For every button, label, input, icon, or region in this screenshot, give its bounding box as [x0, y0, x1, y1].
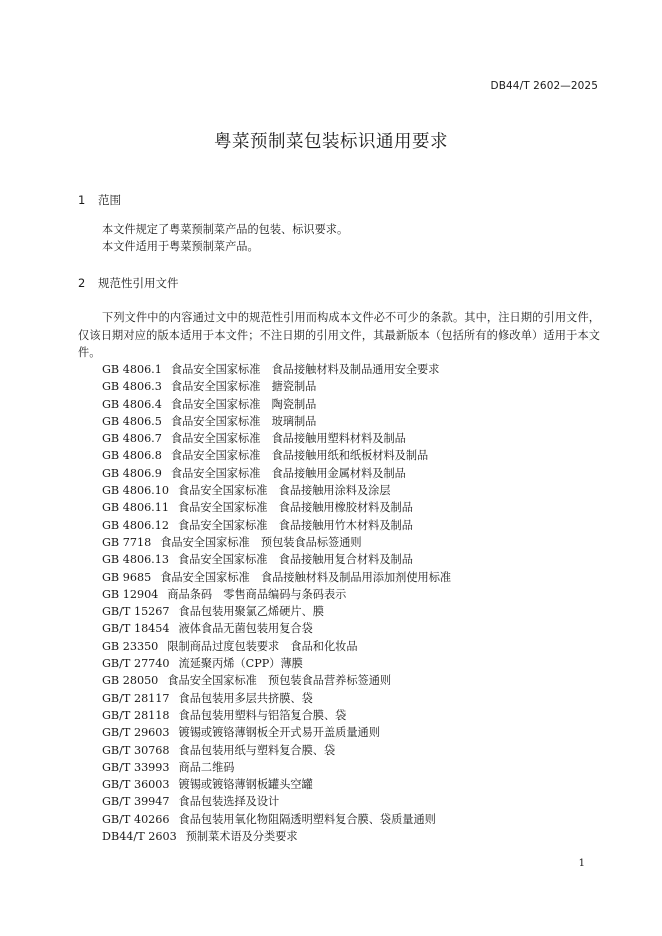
reference-code: GB/T 18454 [102, 622, 170, 636]
scope-paragraph-2: 本文件适用于粤菜预制菜产品。 [102, 240, 259, 253]
reference-code: GB 7718 [102, 535, 152, 549]
reference-title: 食品包装用聚氯乙烯硬片、膜 [178, 605, 324, 619]
reference-item [102, 672, 451, 689]
reference-title: 食品安全国家标准 玻璃制品 [170, 414, 317, 428]
reference-title: 预制菜术语及分类要求 [185, 830, 298, 844]
reference-item [102, 569, 451, 586]
section-heading-normative-references [78, 275, 179, 291]
reference-title: 液体食品无菌包装用复合袋 [178, 622, 313, 636]
reference-title: 食品安全国家标准 预包装食品标签通则 [160, 535, 362, 549]
reference-title: 食品安全国家标准 陶瓷制品 [170, 397, 317, 411]
reference-item [102, 378, 451, 395]
reference-item [102, 447, 451, 464]
reference-code: GB 4806.3 [102, 380, 162, 394]
reference-title: 限制商品过度包装要求 食品和化妆品 [167, 639, 358, 653]
reference-title: 食品安全国家标准 食品接触用橡胶材料及制品 [177, 501, 413, 515]
references-intro-paragraph: 下列文件中的内容通过文中的规范性引用而构成本文件必不可少的条款。其中，注日期的引用文件，仅该日期对应的版本适用于本文件；不注日期的引用文件，其最新版本（包括所有的修改单）适用于本文件。 [78, 311, 600, 359]
reference-item [102, 465, 451, 482]
reference-item [102, 811, 451, 828]
reference-title: 食品安全国家标准 搪瓷制品 [170, 380, 317, 394]
section-number: 2 [78, 276, 86, 290]
reference-title: 镀锡或镀铬薄钢板全开式易开盖质量通则 [178, 726, 380, 740]
reference-code: GB 4806.10 [102, 484, 169, 498]
reference-item [102, 430, 451, 447]
reference-item [102, 396, 451, 413]
reference-code: GB 4806.1 [102, 363, 162, 376]
reference-title: 食品包装选择及设计 [178, 795, 280, 809]
reference-item [102, 759, 451, 776]
reference-item [102, 517, 451, 534]
reference-item [102, 482, 451, 499]
reference-item [102, 776, 451, 793]
reference-title: 食品安全国家标准 食品接触用塑料材料及制品 [170, 432, 406, 446]
reference-title: 食品安全国家标准 食品接触用涂料及涂层 [177, 484, 391, 498]
reference-title: 食品包装用塑料与铝箔复合膜、袋 [178, 708, 347, 722]
reference-title: 食品包装用氧化物阻隔透明塑料复合膜、袋质量通则 [178, 812, 436, 826]
reference-code: GB 23350 [102, 639, 159, 653]
section-title: 规范性引用文件 [98, 276, 179, 290]
reference-item [102, 638, 451, 655]
reference-code: GB/T 29603 [102, 726, 170, 740]
section-number: 1 [78, 193, 86, 207]
reference-code: GB 4806.8 [102, 449, 162, 463]
reference-code: GB/T 36003 [102, 778, 170, 792]
reference-code: GB 4806.12 [102, 518, 169, 532]
reference-title: 镀锡或镀铬薄钢板罐头空罐 [178, 778, 313, 792]
reference-title: 商品条码 零售商品编码与条码表示 [167, 587, 347, 601]
reference-item [102, 603, 451, 620]
reference-title: 食品安全国家标准 食品接触材料及制品用添加剂使用标准 [160, 570, 452, 584]
reference-code: GB/T 33993 [102, 760, 170, 774]
page-number: 1 [578, 858, 585, 869]
reference-code: GB 28050 [102, 674, 159, 688]
reference-item [102, 534, 451, 551]
scope-paragraph-1: 本文件规定了粤菜预制菜产品的包装、标识要求。 [102, 223, 349, 236]
reference-item [102, 361, 451, 378]
reference-item [102, 620, 451, 637]
reference-item [102, 707, 451, 724]
reference-item [102, 499, 451, 516]
reference-item [102, 724, 451, 741]
reference-code: DB44/T 2603 [102, 830, 177, 844]
reference-title: 食品安全国家标准 食品接触用复合材料及制品 [177, 553, 413, 567]
reference-code: GB 4806.9 [102, 466, 162, 480]
reference-item [102, 742, 451, 759]
reference-item [102, 655, 451, 672]
reference-title: 食品包装用多层共挤膜、袋 [178, 691, 313, 705]
reference-item [102, 690, 451, 707]
section-title: 范围 [98, 193, 121, 207]
reference-title: 流延聚丙烯（CPP）薄膜 [178, 657, 303, 671]
section-heading-scope [78, 192, 121, 208]
reference-code: GB/T 40266 [102, 812, 170, 826]
reference-title: 食品安全国家标准 预包装食品营养标签通则 [167, 674, 392, 688]
reference-title: 食品安全国家标准 食品接触用竹木材料及制品 [177, 518, 413, 532]
reference-code: GB 4806.7 [102, 432, 162, 446]
standard-code: DB44/T 2602—2025 [490, 80, 598, 92]
reference-list [102, 361, 451, 845]
reference-code: GB 4806.5 [102, 414, 162, 428]
reference-code: GB 12904 [102, 587, 159, 601]
reference-title: 食品安全国家标准 食品接触用金属材料及制品 [170, 466, 406, 480]
reference-title: 食品安全国家标准 食品接触材料及制品通用安全要求 [170, 363, 440, 376]
reference-item [102, 586, 451, 603]
reference-title: 商品二维码 [178, 760, 235, 774]
reference-item [102, 793, 451, 810]
reference-item [102, 828, 451, 845]
reference-code: GB/T 39947 [102, 795, 170, 809]
reference-title: 食品包装用纸与塑料复合膜、袋 [178, 743, 336, 757]
reference-code: GB/T 30768 [102, 743, 170, 757]
reference-code: GB/T 15267 [102, 605, 170, 619]
document-title: 粤菜预制菜包装标识通用要求 [214, 132, 448, 152]
reference-code: GB 4806.13 [102, 553, 169, 567]
reference-code: GB 9685 [102, 570, 152, 584]
reference-item [102, 551, 451, 568]
reference-code: GB/T 27740 [102, 657, 170, 671]
reference-code: GB/T 28118 [102, 708, 170, 722]
reference-code: GB 4806.11 [102, 501, 169, 515]
reference-title: 食品安全国家标准 食品接触用纸和纸板材料及制品 [170, 449, 429, 463]
reference-code: GB/T 28117 [102, 691, 170, 705]
reference-code: GB 4806.4 [102, 397, 162, 411]
reference-item [102, 413, 451, 430]
